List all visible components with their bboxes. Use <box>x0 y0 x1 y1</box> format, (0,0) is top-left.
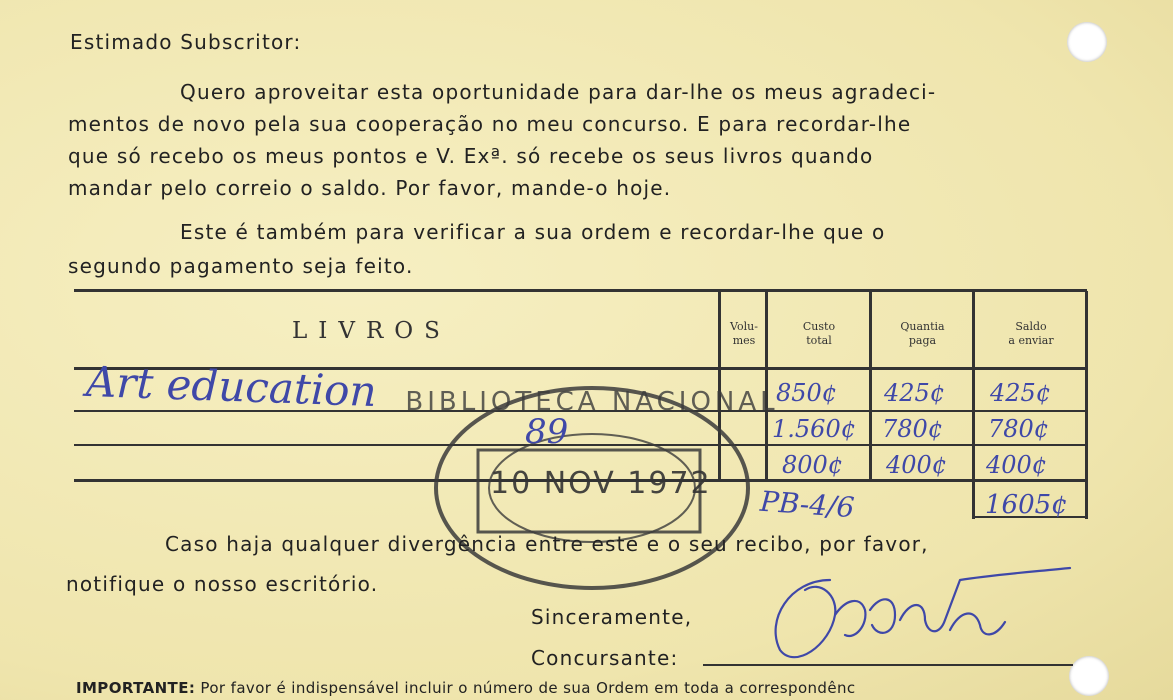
sign-off: Sinceramente, <box>531 605 693 629</box>
row-1-balance: 425¢ <box>990 379 1052 407</box>
stamp-circular-lettering: BIBLIOTECA NACIONAL <box>405 387 779 417</box>
books-column-header: LIVROS <box>292 318 451 344</box>
important-notice <box>76 679 856 697</box>
important-label: IMPORTANTE: <box>76 679 196 697</box>
balance-column-header: Saldo a enviar <box>1008 320 1054 347</box>
handwritten-note: PB-4/6 <box>758 484 856 525</box>
handwritten-balance-total: 1605¢ <box>985 490 1068 520</box>
column-divider-paid <box>869 291 872 481</box>
punch-hole-top <box>1067 22 1107 62</box>
paragraph-1-line-4: mandar pelo correio o saldo. Por favor, mande-o hoje. <box>68 176 672 200</box>
contestant-label: Concursante: <box>531 646 679 670</box>
handwritten-book-title: Art education <box>85 356 378 417</box>
paragraph-2-line-2: segundo pagamento seja feito. <box>68 254 414 278</box>
total-cost-column-header: Custo total <box>802 320 836 347</box>
important-text: Por favor é indispensável incluir o número de sua Ordem em toda a correspondênc <box>200 679 856 697</box>
stamp-handwritten-number: 89 <box>525 412 569 452</box>
row-3-balance: 400¢ <box>986 451 1048 479</box>
column-divider-balance <box>972 291 975 519</box>
volumes-column-header: Volu- mes <box>730 320 758 347</box>
paragraph-1-line-1: Quero aproveitar esta oportunidade para dar-lhe os meus agradeci- <box>180 80 937 104</box>
row-2-total-cost: 1.560¢ <box>772 415 856 443</box>
row-3-total-cost: 800¢ <box>782 451 844 479</box>
closing-line-1: Caso haja qualquer divergência entre este e o seu recibo, por favor, <box>165 532 929 556</box>
row-1-amount-paid: 425¢ <box>884 379 946 407</box>
row-1-total-cost: 850¢ <box>776 379 838 407</box>
salutation: Estimado Subscritor: <box>70 30 302 54</box>
amount-paid-column-header: Quantia paga <box>900 320 945 347</box>
paragraph-2-line-1: Este é também para verificar a sua ordem e recordar-lhe que o <box>180 220 886 244</box>
row-2-balance: 780¢ <box>988 415 1050 443</box>
closing-line-2: notifique o nosso escritório. <box>66 572 379 596</box>
signature <box>760 560 1080 670</box>
row-2-amount-paid: 780¢ <box>882 415 944 443</box>
stamp-date: 10 NOV 1972 <box>490 466 712 501</box>
paragraph-1-line-2: mentos de novo pela sua cooperação no meu concurso. E para recordar-lhe <box>68 112 912 136</box>
table-top-rule <box>74 289 1087 292</box>
row-3-amount-paid: 400¢ <box>886 451 948 479</box>
paragraph-1-line-3: que só recebo os meus pontos e V. Exª. só recebe os seus livros quando <box>68 144 874 168</box>
